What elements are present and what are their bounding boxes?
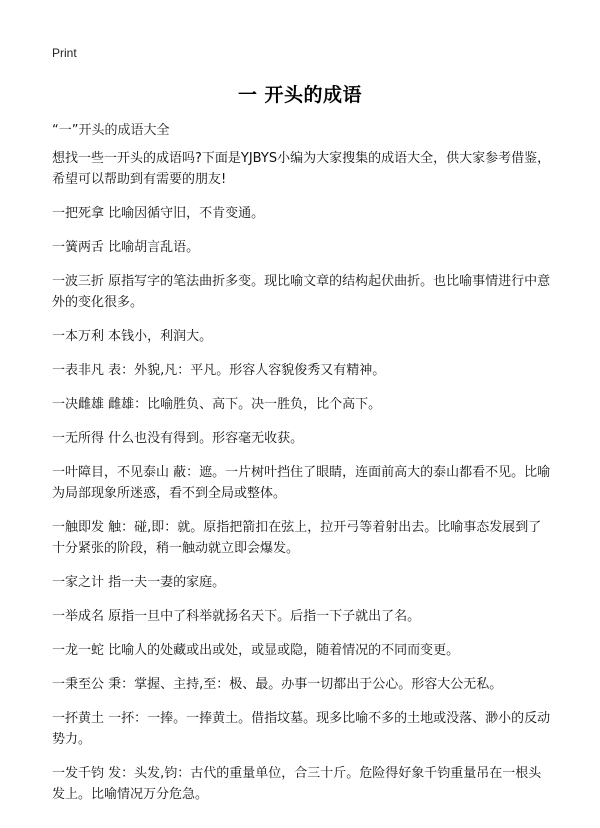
idiom-entry: 一叶障目，不见泰山 蔽：遮。一片树叶挡住了眼睛，连面前高大的泰山都看不见。比喻为局部现象所迷惑，看不到全局或整体。: [52, 465, 551, 501]
idiom-entry: 一表非凡 表：外貌,凡：平凡。形容人容貌俊秀又有精神。: [52, 363, 386, 378]
page-subtitle: “一”开头的成语大全: [52, 123, 170, 138]
idiom-entry: 一举成名 原指一旦中了科举就扬名天下。后指一下子就出了名。: [52, 609, 421, 624]
intro-paragraph: 想找一些一开头的成语吗?下面是YJBYS小编为大家搜集的成语大全，供大家参考借鉴，希望可以帮助到有需要的朋友!: [52, 151, 551, 187]
idiom-entry: 一龙一蛇 比喻人的处藏或出或处，或显或隐，随着情况的不同而变更。: [52, 643, 460, 658]
print-label: Print: [52, 46, 77, 60]
idiom-entry: 一家之计 指一夫一妻的家庭。: [52, 575, 226, 590]
idiom-entry: 一抔黄土 一抔：一捧。一捧黄土。借指坟墓。现多比喻不多的土地或没落、渺小的反动势力。: [52, 711, 551, 747]
idiom-entry: 一发千钧 发：头发,钧：古代的重量单位，合三十斤。危险得好象千钧重量吊在一根头发上。比喻情况万分危急。: [52, 766, 542, 802]
page-title: 一 开头的成语: [237, 84, 363, 106]
idiom-entry: 一无所得 什么也没有得到。形容毫无收获。: [52, 431, 304, 446]
idiom-entry: 一秉至公 秉：掌握、主持,至：极、最。办事一切都出于公心。形容大公无私。: [52, 677, 503, 692]
idiom-entry: 一波三折 原指写字的笔法曲折多变。现比喻文章的结构起伏曲折。也比喻事情进行中意外的变化很多。: [52, 274, 551, 310]
idiom-entry: 一把死拿 比喻因循守旧，不肯变通。: [52, 206, 265, 221]
document-body: [52, 148, 552, 818]
idiom-entry: 一决雌雄 雌雄：比喻胜负、高下。决一胜负，比个高下。: [52, 397, 382, 412]
idiom-entry: 一簧两舌 比喻胡言乱语。: [52, 240, 200, 255]
idiom-entry: 一本万利 本钱小，利润大。: [52, 329, 213, 344]
idiom-entry: 一触即发 触：碰,即：就。原指把箭扣在弦上，拉开弓等着射出去。比喻事态发展到了十分紧张的阶段，稍一触动就立即会爆发。: [52, 520, 542, 556]
